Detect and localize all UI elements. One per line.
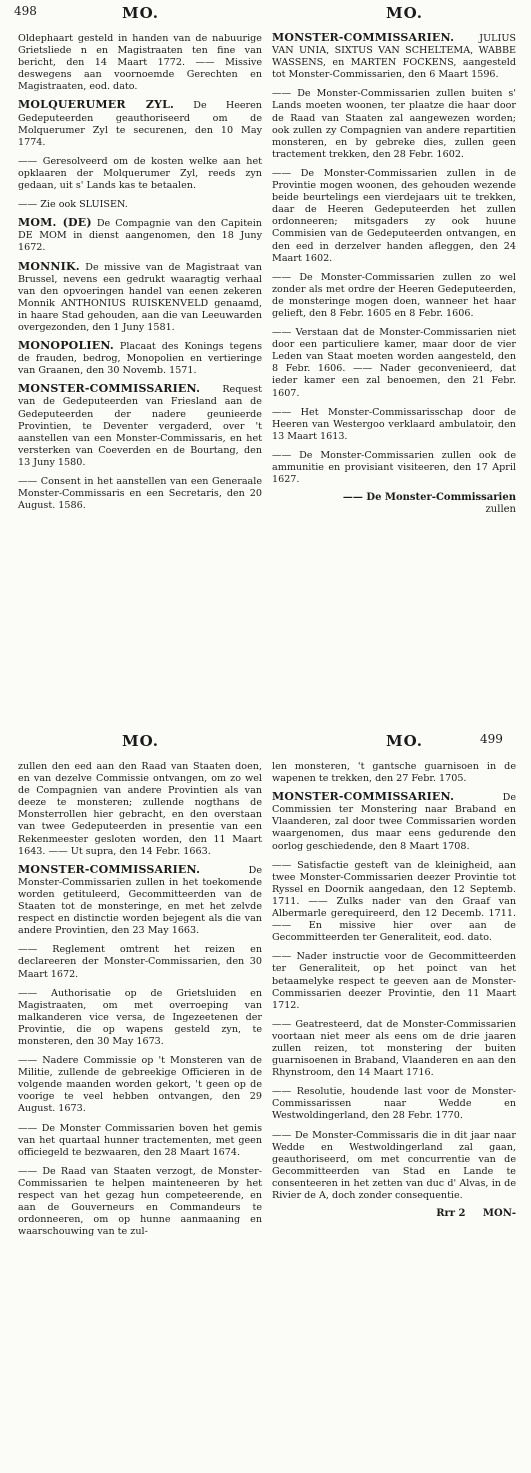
entry-text: —— De Monster-Commissarien zullen ook de ammunitie en provisiant visiteeren, den 17 April 1627. (272, 449, 516, 486)
entry (272, 167, 516, 265)
head-right: MO. (386, 4, 424, 22)
page-number-right: 499 (480, 732, 503, 746)
entry-text: Placaat des Konings tegens de frauden, bedrog, Monopolien en vertieringe van Graanen, den 30 Novemb. 1571. (18, 341, 262, 377)
entry (18, 864, 262, 938)
bottom-left-column (18, 760, 262, 1244)
running-head-top (0, 0, 531, 30)
entry (272, 449, 516, 486)
signature-and-catchword (272, 1208, 516, 1220)
catchword-top: zullen (485, 504, 516, 516)
entry (18, 1054, 262, 1115)
entry (272, 1085, 516, 1122)
entry (272, 87, 516, 161)
signature-mark: Rrr 2 (436, 1208, 466, 1220)
entry (272, 1129, 516, 1203)
entry-text: —— De Monster-Commissarien zullen in de Provintie mogen woonen, des gehouden wezende beide beurtelings een vierdejaars uit te trekken, daar de Heeren Gedeputeerden het zullen ordonneeren; mitsgaders zy ook huune Commisien van de Gedeputeerden ontvangen, en den eed in derzelver handen afleggen, den 24 Maart 1602. (272, 167, 516, 264)
entry-text: De Heeren Gedeputeerden geauthoriseerd om de Molquerumer Zyl te securenen, den 10 May 1774. (18, 100, 262, 148)
entry-text: —— Geresolveerd om de kosten welke aan het opklaaren der Molquerumer Zyl, reeds zyn gedaan, uit s' Lands kas te betaalen. (18, 155, 262, 192)
entry-headword: MONSTER-COMMISSARIEN. (18, 382, 201, 396)
entry-text: —— De Monster Commissarien boven het gemis van het quartaal hunner tractementen, met geen officiegeld te bezwaaren, den 28 Maart 1674. (18, 1122, 262, 1158)
top-right-column (272, 32, 516, 516)
entry-text: —— Reglement omtrent het reizen en declareeren der Monster-Commissarien, den 30 Maart 1672. (18, 944, 262, 980)
entry-text: De Monster-Commissarien zullen in het toekomende worden getituleerd, Gecommitteerden van de Staaten tot de monsteringe, en met het zelvde respect en distinctie worden bejegent als die van andere Provintien, den 23 May 1663. (18, 864, 262, 937)
entry (18, 32, 262, 93)
entry-text: De Compagnie van den Capitein DE MOM in dienst aangenomen, den 18 Juny 1672. (18, 218, 262, 254)
entry (18, 217, 262, 254)
entry (272, 859, 516, 945)
entry-text: JULIUS VAN UNIA, SIXTUS VAN SCHELTEMA, WABBE WASSENS, en MARTEN FOCKENS, aangesteld tot Monster-Commissarien, den 6 Maart 1596. (272, 33, 516, 81)
entry (18, 475, 262, 512)
entry-text: —— Geatresteerd, dat de Monster-Commissarien voortaan niet meer als eens om de drie jaaren zullen reizen, tot monstering der buiten guarnisoenen in Braband, Vlaanderen en aan den Rhynstroom, den 14 Maart 1716. (272, 1018, 516, 1079)
entry-text: De missive van de Magistraat van Brussel, nevens een gedrukt waaragtig verhaal van den opvoeringen handel van eenen zekeren Monnik ANTHONIUS RUISKENVELD genaamd, in haare Stad gehouden, aan die van Leeuwarden overgezonden, den 1 Juny 1581. (18, 261, 262, 333)
entry-headword: MONSTER-COMMISSARIEN. (272, 790, 455, 804)
entry (18, 987, 262, 1048)
entry (18, 99, 262, 148)
entry-text: zullen den eed aan den Raad van Staaten doen, en van dezelve Commissie ontvangen, om zo wel de Compagnien van andere Provintien als van deeze te monsteren; zullende nogthans de Monsterrollen hier gebracht, en den overstaan van twee Gedeputeerden in presentie van een Rekenmeester gesloten worden, den 11 Maart 1643. —— Ut supra, den 14 Febr. 1663. (18, 761, 262, 857)
entry-headword: MOLQUERUMER ZYL. (18, 98, 175, 112)
entry-text: —— De Monster-Commissarien zullen buiten s' Lands moeten woonen, ter plaatze die haar door de Raad van Staaten zal aangewezen worden; ook zullen zy Compagnien van andere repartitien monsteren, en by gebreke dies, zullen geen tractement trekken, den 28 Febr. 1602. (272, 88, 516, 160)
bottom-right-column (272, 760, 516, 1220)
entry-headword: MOM. (DE) (18, 216, 92, 230)
entry-text: De Commissien ter Monstering naar Braband en Vlaanderen, zal door twee Commissarien worden waargenomen, dus maar eens gedurende den oorlog geschiedende, den 8 Maart 1708. (272, 792, 516, 852)
entry (272, 271, 516, 320)
entry (18, 1122, 262, 1159)
entry-text: —— Authorisatie op de Grietsluiden en Magistraaten, om met overroeping van malkanderen vice versa, de Ingezeetenen der Provintie, die op wapens gesteld zyn, te monsteren, den 30 May 1673. (18, 987, 262, 1047)
entry-headword: MONNIK. (18, 259, 80, 273)
entry-text: —— Nader instructie voor de Gecommitteerden ter Generaliteit, op het poinct van het betaamelyke respect te geeven aan de Monster-Commissarien deezer Provintie, den 11 Maart 1712. (272, 951, 516, 1011)
head-left: MO. (122, 4, 160, 22)
entry-text: —— De Raad van Staaten verzogt, de Monster-Commissarien te helpen mainteneeren by het respect van het gezag hun competeerende, en aan de Gouverneurs en Commandeurs te ordonneeren, om op hunne aanmaaning en waarschouwing van te zul- (18, 1165, 262, 1238)
entry (272, 1018, 516, 1079)
entry (272, 950, 516, 1011)
running-head-bottom (0, 728, 531, 758)
entry (18, 340, 262, 377)
entry-text: —— Satisfactie gesteft van de kleinigheid, aan twee Monster-Commissarien deezer Provintie tot Ryssel en Doornik aangedaan, den 12 Septemb. 1711. —— Zulks nader van den Graaf van Albermarle gerequireerd, den 12 Decemb. 1711. —— En missive hier over aan de Gecommitteerden ter Generaliteit, eod. dato. (272, 859, 516, 944)
entry (272, 32, 516, 81)
entry (272, 406, 516, 443)
entry-text: —— Zie ook SLUISEN. (18, 199, 128, 211)
entry (18, 198, 262, 211)
entry-text: —— Het Monster-Commissarisschap door de Heeren van Westergoo verklaard ambulatoir, den 13 Maart 1613. (272, 406, 516, 442)
top-page (0, 0, 531, 728)
entry-text: —— De Monster-Commissarien zullen zo wel zonder als met ordre der Heeren Gedeputeerden, de monsteringe mogen doen, wanneer het haar gelieft, den 8 Febr. 1605 en 8 Febr. 1606. (272, 271, 516, 319)
closing-line: —— De Monster-Commissarien (342, 492, 516, 504)
entry (18, 383, 262, 469)
entry-text: —— De Monster-Commissaris die in dit jaar naar Wedde en Westwoldingerland zal gaan, geauthoriseerd, om met concurrentie van de Gecommitteerden van Stad en Lande te consenteeren in het zetten van duc d' Alvas, in de Rivier de A, doch zonder consequentie. (272, 1129, 516, 1201)
entry (272, 791, 516, 852)
entry-headword: MONSTER-COMMISSARIEN. (18, 862, 201, 876)
entry (18, 760, 262, 858)
head-left: MO. (122, 732, 160, 750)
bottom-page (0, 728, 531, 1473)
entry (18, 1165, 262, 1239)
entry-text: Request van de Gedeputeerden van Friesland aan de Gedeputeerden der nadere geunieerde Provintien, te Deventer vergaderd, over 't aanstellen van een Monster-Commissaris, en het versterken van Coeverden en de Bourtang, den 13 Juny 1580. (18, 384, 262, 468)
catchword-bottom: MON- (482, 1208, 516, 1220)
entry (18, 155, 262, 192)
entry (272, 326, 516, 400)
entry-text: —— Nadere Commissie op 't Monsteren van de Militie, zullende de gebreekige Officieren in de volgende maanden worden gekort, 't geen op de voorige te veel hebben ontvangen, den 29 August. 1673. (18, 1055, 262, 1115)
entry (18, 261, 262, 335)
entry-text: —— Verstaan dat de Monster-Commissarien niet door een particuliere kamer, maar door de vier Leden van Staat moeten worden aangesteld, den 8 Febr. 1606. —— Nader geconvenieerd, dat ieder kamer een zal benoemen, den 21 Febr. 1607. (272, 327, 516, 399)
entry-headword: MONOPOLIEN. (18, 339, 114, 353)
entry-text: —— Resolutie, houdende last voor de Monster-Commissarissen naar Wedde en Westwoldingerland, den 28 Febr. 1770. (272, 1086, 516, 1122)
entry (272, 760, 516, 785)
entry-text: Oldephaart gesteld in handen van de nabuurige Grietsliede n en Magistraaten ten fine van bericht, den 14 Maart 1772. —— Missive deswegens aan voornoemde Gerechten en Magistraaten, eod. dato. (18, 33, 262, 93)
entry (18, 943, 262, 980)
entry-text: —— Consent in het aanstellen van een Generaale Monster-Commissaris en een Secretaris, den 20 August. 1586. (18, 476, 262, 512)
head-right: MO. (386, 732, 424, 750)
entry-headword: MONSTER-COMMISSARIEN. (272, 31, 455, 44)
top-left-column (18, 32, 262, 518)
page-number-left: 498 (14, 4, 37, 18)
entry-text: len monsteren, 't gantsche guarnisoen in de wapenen te trekken, den 27 Febr. 1705. (272, 761, 516, 785)
